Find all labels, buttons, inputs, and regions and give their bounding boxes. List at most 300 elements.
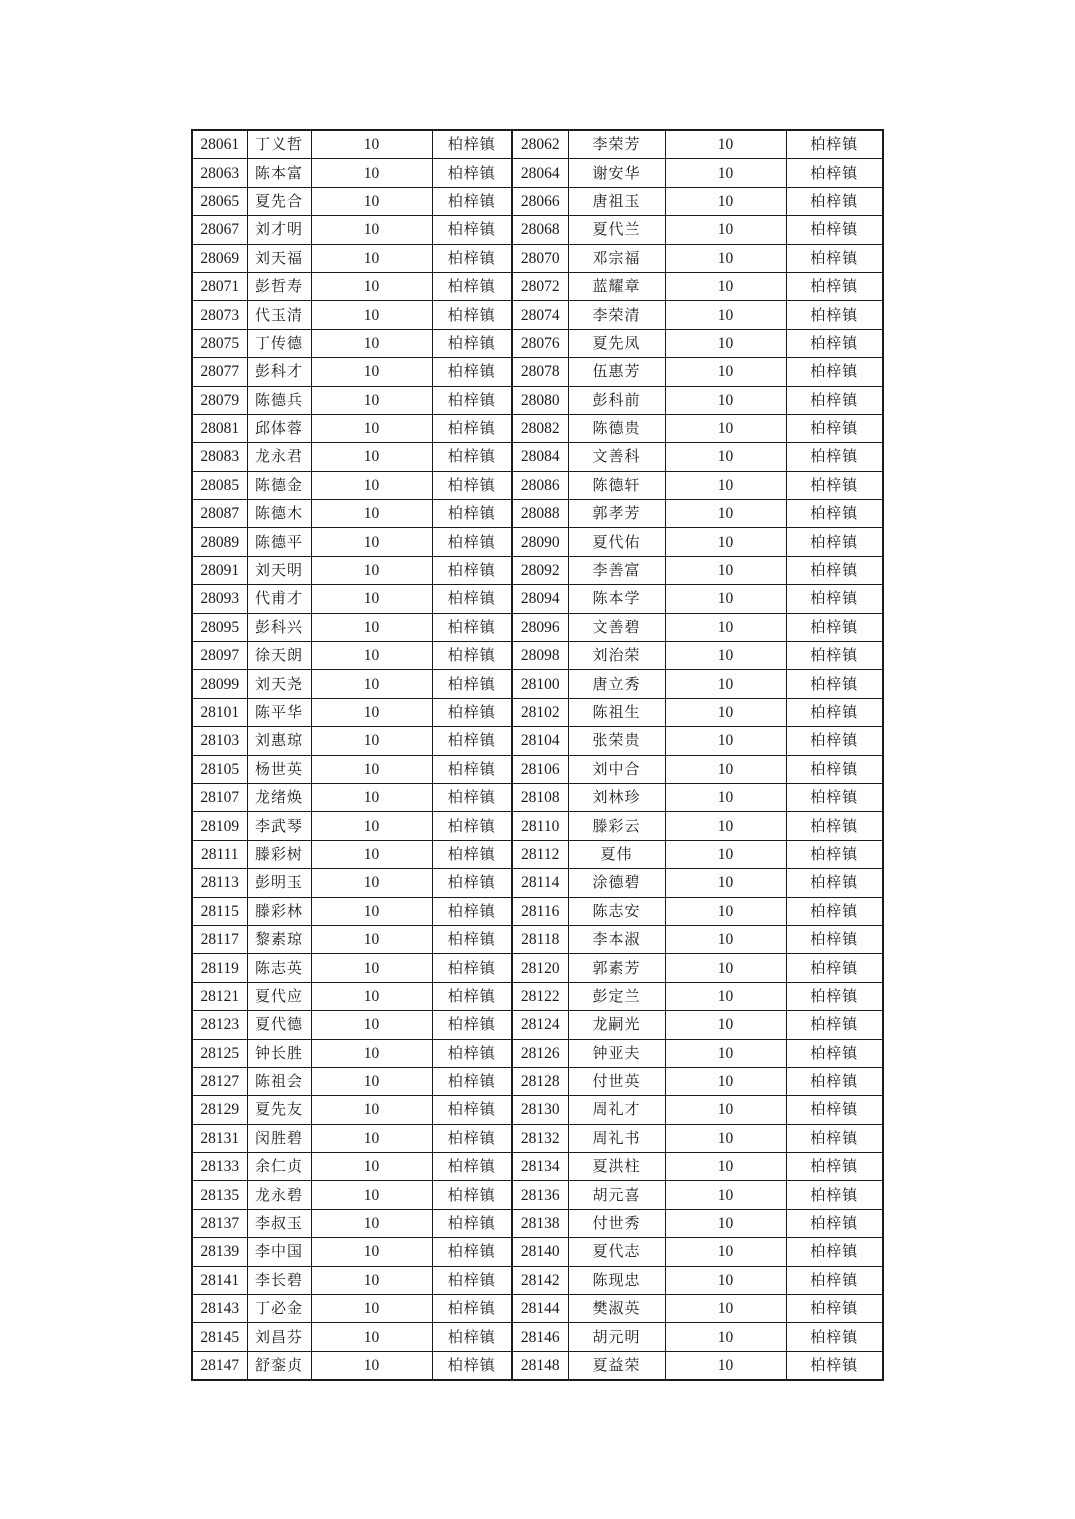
town-cell: 柏梓镇 [786,925,883,953]
record-id-cell: 28084 [512,443,568,471]
town-cell: 柏梓镇 [432,869,512,897]
town-cell: 柏梓镇 [432,982,512,1010]
person-name-cell: 夏先友 [247,1096,311,1124]
record-id-cell: 28067 [192,216,247,244]
amount-cell: 10 [311,471,432,499]
person-name-cell: 伍惠芳 [568,358,665,386]
amount-cell: 10 [311,244,432,272]
record-id-cell: 28122 [512,982,568,1010]
person-name-cell: 李荣清 [568,301,665,329]
town-cell: 柏梓镇 [432,783,512,811]
record-id-cell: 28131 [192,1124,247,1152]
town-cell: 柏梓镇 [786,954,883,982]
amount-cell: 10 [665,727,786,755]
record-id-cell: 28116 [512,897,568,925]
table-row [192,1351,883,1380]
record-id-cell: 28119 [192,954,247,982]
person-name-cell: 滕彩云 [568,812,665,840]
town-cell: 柏梓镇 [432,1153,512,1181]
record-id-cell: 28091 [192,556,247,584]
person-name-cell: 陈德平 [247,528,311,556]
town-cell: 柏梓镇 [786,358,883,386]
person-name-cell: 滕彩林 [247,897,311,925]
amount-cell: 10 [311,414,432,442]
record-id-cell: 28073 [192,301,247,329]
town-cell: 柏梓镇 [432,613,512,641]
person-name-cell: 龙嗣光 [568,1011,665,1039]
person-name-cell: 夏洪柱 [568,1153,665,1181]
amount-cell: 10 [311,840,432,868]
record-id-cell: 28078 [512,358,568,386]
town-cell: 柏梓镇 [432,1266,512,1294]
table-row [192,1067,883,1095]
person-name-cell: 胡元喜 [568,1181,665,1209]
person-name-cell: 夏先合 [247,187,311,215]
town-cell: 柏梓镇 [432,500,512,528]
record-id-cell: 28070 [512,244,568,272]
person-name-cell: 邱体蓉 [247,414,311,442]
table-row [192,414,883,442]
record-id-cell: 28105 [192,755,247,783]
person-name-cell: 彭明玉 [247,869,311,897]
town-cell: 柏梓镇 [432,159,512,187]
record-id-cell: 28113 [192,869,247,897]
amount-cell: 10 [311,1351,432,1380]
person-name-cell: 夏代兰 [568,216,665,244]
table-row [192,301,883,329]
amount-cell: 10 [665,585,786,613]
record-id-cell: 28144 [512,1295,568,1323]
amount-cell: 10 [311,1153,432,1181]
town-cell: 柏梓镇 [786,1181,883,1209]
amount-cell: 10 [311,642,432,670]
town-cell: 柏梓镇 [432,414,512,442]
person-name-cell: 陈德木 [247,500,311,528]
record-id-cell: 28137 [192,1209,247,1237]
amount-cell: 10 [665,1351,786,1380]
town-cell: 柏梓镇 [432,1295,512,1323]
amount-cell: 10 [311,358,432,386]
amount-cell: 10 [311,1209,432,1237]
town-cell: 柏梓镇 [432,187,512,215]
town-cell: 柏梓镇 [786,159,883,187]
amount-cell: 10 [665,1181,786,1209]
amount-cell: 10 [665,130,786,159]
amount-cell: 10 [665,1067,786,1095]
record-id-cell: 28100 [512,670,568,698]
person-name-cell: 周礼书 [568,1124,665,1152]
town-cell: 柏梓镇 [432,528,512,556]
town-cell: 柏梓镇 [432,755,512,783]
record-id-cell: 28138 [512,1209,568,1237]
amount-cell: 10 [311,1323,432,1351]
town-cell: 柏梓镇 [432,1323,512,1351]
amount-cell: 10 [311,1067,432,1095]
town-cell: 柏梓镇 [786,1209,883,1237]
person-name-cell: 唐祖玉 [568,187,665,215]
person-name-cell: 夏先凤 [568,329,665,357]
record-id-cell: 28089 [192,528,247,556]
person-name-cell: 李本淑 [568,925,665,953]
person-name-cell: 李中国 [247,1238,311,1266]
town-cell: 柏梓镇 [432,386,512,414]
record-id-cell: 28077 [192,358,247,386]
town-cell: 柏梓镇 [432,130,512,159]
amount-cell: 10 [665,1096,786,1124]
amount-cell: 10 [311,272,432,300]
town-cell: 柏梓镇 [786,1266,883,1294]
person-name-cell: 李善富 [568,556,665,584]
town-cell: 柏梓镇 [432,1181,512,1209]
person-name-cell: 龙永君 [247,443,311,471]
town-cell: 柏梓镇 [432,1096,512,1124]
town-cell: 柏梓镇 [786,329,883,357]
record-id-cell: 28098 [512,642,568,670]
amount-cell: 10 [665,1039,786,1067]
table-row [192,1153,883,1181]
person-name-cell: 郭素芳 [568,954,665,982]
record-id-cell: 28096 [512,613,568,641]
town-cell: 柏梓镇 [432,925,512,953]
person-name-cell: 代玉清 [247,301,311,329]
record-id-cell: 28143 [192,1295,247,1323]
person-name-cell: 夏代志 [568,1238,665,1266]
table-row [192,272,883,300]
record-id-cell: 28075 [192,329,247,357]
person-name-cell: 夏代应 [247,982,311,1010]
town-cell: 柏梓镇 [786,897,883,925]
record-id-cell: 28127 [192,1067,247,1095]
table-row [192,1011,883,1039]
town-cell: 柏梓镇 [786,272,883,300]
amount-cell: 10 [311,1295,432,1323]
town-cell: 柏梓镇 [786,443,883,471]
person-name-cell: 文善碧 [568,613,665,641]
town-cell: 柏梓镇 [432,471,512,499]
table-row [192,187,883,215]
record-id-cell: 28061 [192,130,247,159]
amount-cell: 10 [665,1011,786,1039]
amount-cell: 10 [665,925,786,953]
amount-cell: 10 [665,358,786,386]
record-id-cell: 28123 [192,1011,247,1039]
table-row [192,500,883,528]
table-row [192,471,883,499]
person-name-cell: 丁传德 [247,329,311,357]
record-id-cell: 28136 [512,1181,568,1209]
amount-cell: 10 [311,159,432,187]
town-cell: 柏梓镇 [786,755,883,783]
record-id-cell: 28111 [192,840,247,868]
town-cell: 柏梓镇 [432,840,512,868]
amount-cell: 10 [311,329,432,357]
person-name-cell: 李叔玉 [247,1209,311,1237]
town-cell: 柏梓镇 [786,1011,883,1039]
amount-cell: 10 [311,1266,432,1294]
record-id-cell: 28133 [192,1153,247,1181]
town-cell: 柏梓镇 [432,329,512,357]
amount-cell: 10 [665,272,786,300]
record-id-cell: 28145 [192,1323,247,1351]
record-id-cell: 28068 [512,216,568,244]
person-name-cell: 樊淑英 [568,1295,665,1323]
table-row [192,1039,883,1067]
record-id-cell: 28082 [512,414,568,442]
amount-cell: 10 [311,925,432,953]
town-cell: 柏梓镇 [786,187,883,215]
record-id-cell: 28128 [512,1067,568,1095]
record-id-cell: 28094 [512,585,568,613]
town-cell: 柏梓镇 [786,783,883,811]
amount-cell: 10 [311,1039,432,1067]
table-row [192,1238,883,1266]
person-name-cell: 刘天尧 [247,670,311,698]
table-row [192,130,883,159]
town-cell: 柏梓镇 [786,301,883,329]
table-row [192,1096,883,1124]
town-cell: 柏梓镇 [432,244,512,272]
person-name-cell: 付世秀 [568,1209,665,1237]
amount-cell: 10 [665,783,786,811]
person-name-cell: 黎素琼 [247,925,311,953]
amount-cell: 10 [311,528,432,556]
amount-cell: 10 [311,982,432,1010]
amount-cell: 10 [311,1124,432,1152]
town-cell: 柏梓镇 [786,585,883,613]
person-name-cell: 丁义哲 [247,130,311,159]
roster-table [191,129,884,1381]
record-id-cell: 28148 [512,1351,568,1380]
town-cell: 柏梓镇 [432,1124,512,1152]
town-cell: 柏梓镇 [432,443,512,471]
record-id-cell: 28097 [192,642,247,670]
record-id-cell: 28140 [512,1238,568,1266]
amount-cell: 10 [665,216,786,244]
person-name-cell: 彭定兰 [568,982,665,1010]
record-id-cell: 28106 [512,755,568,783]
amount-cell: 10 [665,670,786,698]
amount-cell: 10 [665,698,786,726]
table-row [192,897,883,925]
town-cell: 柏梓镇 [786,670,883,698]
amount-cell: 10 [311,613,432,641]
record-id-cell: 28110 [512,812,568,840]
town-cell: 柏梓镇 [432,727,512,755]
person-name-cell: 闵胜碧 [247,1124,311,1152]
amount-cell: 10 [665,244,786,272]
town-cell: 柏梓镇 [432,954,512,982]
amount-cell: 10 [311,670,432,698]
amount-cell: 10 [665,840,786,868]
person-name-cell: 彭哲寿 [247,272,311,300]
person-name-cell: 刘天明 [247,556,311,584]
town-cell: 柏梓镇 [432,642,512,670]
table-row [192,1209,883,1237]
person-name-cell: 付世英 [568,1067,665,1095]
town-cell: 柏梓镇 [786,982,883,1010]
table-row [192,954,883,982]
amount-cell: 10 [665,982,786,1010]
table-row [192,216,883,244]
amount-cell: 10 [311,954,432,982]
person-name-cell: 夏伟 [568,840,665,868]
amount-cell: 10 [311,1181,432,1209]
table-row [192,1124,883,1152]
record-id-cell: 28108 [512,783,568,811]
person-name-cell: 钟亚夫 [568,1039,665,1067]
record-id-cell: 28104 [512,727,568,755]
person-name-cell: 唐立秀 [568,670,665,698]
person-name-cell: 徐天朗 [247,642,311,670]
amount-cell: 10 [665,1266,786,1294]
record-id-cell: 28115 [192,897,247,925]
amount-cell: 10 [311,897,432,925]
amount-cell: 10 [665,613,786,641]
town-cell: 柏梓镇 [786,1153,883,1181]
person-name-cell: 彭科才 [247,358,311,386]
roster-body [192,130,883,1380]
person-name-cell: 陈祖生 [568,698,665,726]
town-cell: 柏梓镇 [432,216,512,244]
town-cell: 柏梓镇 [432,556,512,584]
town-cell: 柏梓镇 [786,471,883,499]
person-name-cell: 陈德轩 [568,471,665,499]
town-cell: 柏梓镇 [786,414,883,442]
record-id-cell: 28107 [192,783,247,811]
table-row [192,982,883,1010]
record-id-cell: 28147 [192,1351,247,1380]
record-id-cell: 28135 [192,1181,247,1209]
town-cell: 柏梓镇 [786,1124,883,1152]
record-id-cell: 28126 [512,1039,568,1067]
table-row [192,585,883,613]
amount-cell: 10 [311,301,432,329]
record-id-cell: 28101 [192,698,247,726]
amount-cell: 10 [665,187,786,215]
town-cell: 柏梓镇 [786,216,883,244]
amount-cell: 10 [665,159,786,187]
person-name-cell: 夏益荣 [568,1351,665,1380]
amount-cell: 10 [311,869,432,897]
record-id-cell: 28063 [192,159,247,187]
person-name-cell: 陈志安 [568,897,665,925]
record-id-cell: 28076 [512,329,568,357]
amount-cell: 10 [665,301,786,329]
person-name-cell: 刘惠琼 [247,727,311,755]
person-name-cell: 代甫才 [247,585,311,613]
person-name-cell: 彭科兴 [247,613,311,641]
amount-cell: 10 [311,585,432,613]
amount-cell: 10 [665,897,786,925]
record-id-cell: 28072 [512,272,568,300]
person-name-cell: 陈本富 [247,159,311,187]
person-name-cell: 余仁贞 [247,1153,311,1181]
person-name-cell: 陈德贵 [568,414,665,442]
town-cell: 柏梓镇 [432,698,512,726]
amount-cell: 10 [665,755,786,783]
town-cell: 柏梓镇 [786,840,883,868]
record-id-cell: 28065 [192,187,247,215]
person-name-cell: 滕彩树 [247,840,311,868]
table-row [192,642,883,670]
amount-cell: 10 [665,329,786,357]
amount-cell: 10 [311,698,432,726]
amount-cell: 10 [665,642,786,670]
table-row [192,698,883,726]
table-row [192,1266,883,1294]
table-row [192,358,883,386]
record-id-cell: 28093 [192,585,247,613]
person-name-cell: 邓宗福 [568,244,665,272]
table-row [192,783,883,811]
town-cell: 柏梓镇 [786,1096,883,1124]
town-cell: 柏梓镇 [786,556,883,584]
table-row [192,528,883,556]
record-id-cell: 28142 [512,1266,568,1294]
amount-cell: 10 [665,528,786,556]
person-name-cell: 夏代德 [247,1011,311,1039]
record-id-cell: 28064 [512,159,568,187]
person-name-cell: 李荣芳 [568,130,665,159]
record-id-cell: 28086 [512,471,568,499]
town-cell: 柏梓镇 [786,1039,883,1067]
amount-cell: 10 [311,783,432,811]
record-id-cell: 28120 [512,954,568,982]
record-id-cell: 28080 [512,386,568,414]
town-cell: 柏梓镇 [786,698,883,726]
person-name-cell: 陈祖会 [247,1067,311,1095]
person-name-cell: 刘才明 [247,216,311,244]
amount-cell: 10 [311,556,432,584]
town-cell: 柏梓镇 [432,1209,512,1237]
person-name-cell: 陈现忠 [568,1266,665,1294]
amount-cell: 10 [311,755,432,783]
record-id-cell: 28079 [192,386,247,414]
table-row [192,244,883,272]
record-id-cell: 28125 [192,1039,247,1067]
table-row [192,869,883,897]
table-row [192,925,883,953]
table-row [192,812,883,840]
town-cell: 柏梓镇 [786,1351,883,1380]
person-name-cell: 陈平华 [247,698,311,726]
record-id-cell: 28146 [512,1323,568,1351]
record-id-cell: 28139 [192,1238,247,1266]
person-name-cell: 郭孝芳 [568,500,665,528]
town-cell: 柏梓镇 [432,1039,512,1067]
person-name-cell: 刘天福 [247,244,311,272]
amount-cell: 10 [665,1295,786,1323]
person-name-cell: 杨世英 [247,755,311,783]
amount-cell: 10 [665,1238,786,1266]
record-id-cell: 28088 [512,500,568,528]
table-row [192,329,883,357]
amount-cell: 10 [311,386,432,414]
amount-cell: 10 [311,1238,432,1266]
record-id-cell: 28118 [512,925,568,953]
record-id-cell: 28074 [512,301,568,329]
person-name-cell: 刘昌芬 [247,1323,311,1351]
town-cell: 柏梓镇 [786,130,883,159]
amount-cell: 10 [311,187,432,215]
record-id-cell: 28066 [512,187,568,215]
person-name-cell: 夏代佑 [568,528,665,556]
record-id-cell: 28117 [192,925,247,953]
person-name-cell: 陈志英 [247,954,311,982]
record-id-cell: 28090 [512,528,568,556]
record-id-cell: 28132 [512,1124,568,1152]
amount-cell: 10 [665,414,786,442]
